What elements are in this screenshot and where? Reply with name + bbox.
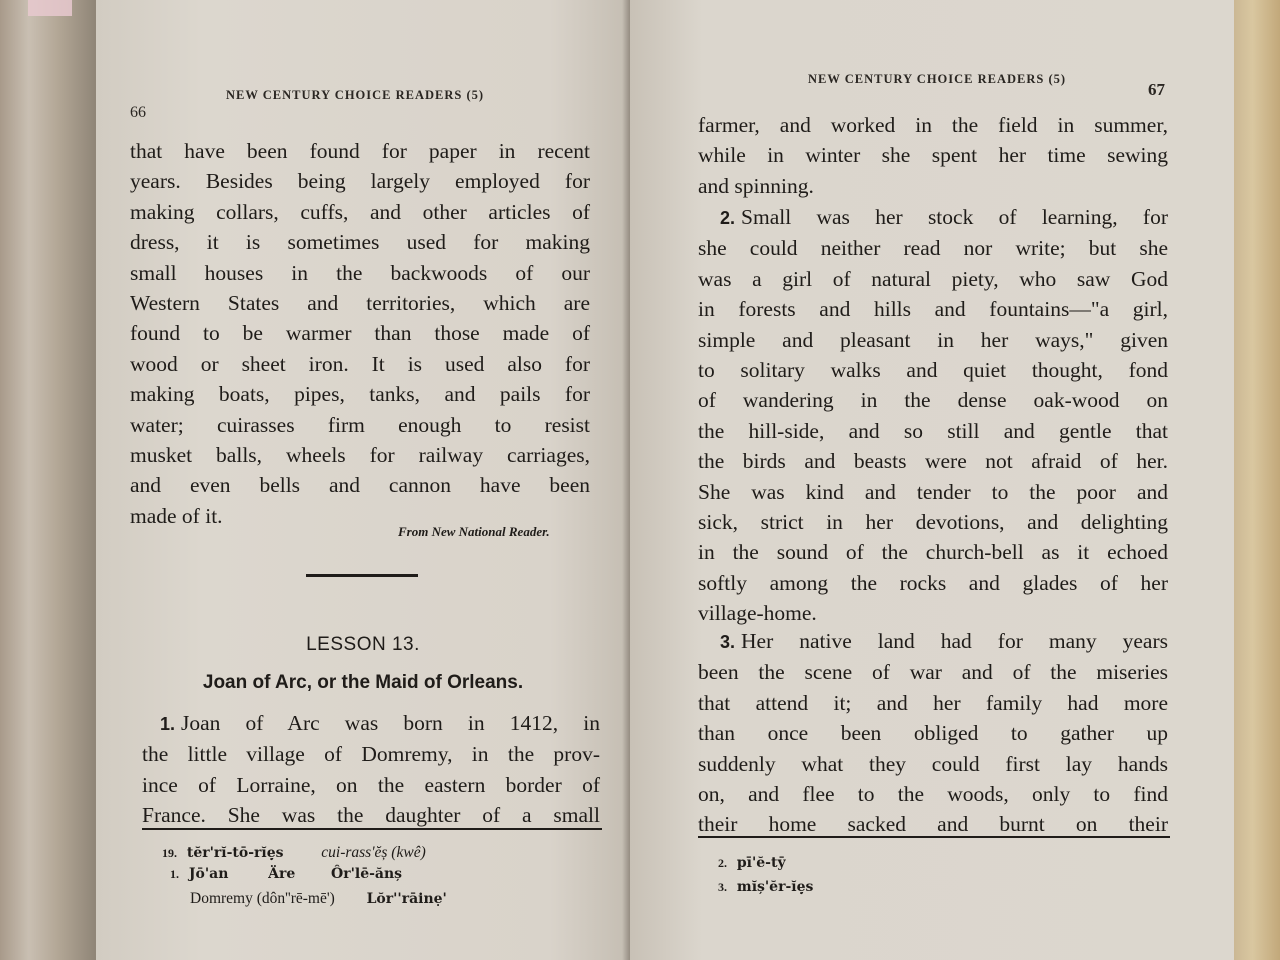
text-line: been the scene of war and of the miseries bbox=[698, 660, 1168, 685]
text-line: sick, strict in her devotions, and delighting bbox=[698, 510, 1168, 535]
section-divider bbox=[306, 574, 418, 577]
footnote-line-1: 19. tĕr'rĭ-tō-rĭẹ̦s cui-rass'ĕș (kwê) bbox=[162, 844, 426, 861]
tape-strip bbox=[28, 0, 72, 16]
left-page bbox=[96, 0, 630, 960]
text-line: farmer, and worked in the field in summer, bbox=[698, 113, 1168, 137]
source-attribution: From New National Reader. bbox=[398, 524, 550, 539]
text-line: the hill-side, and so still and gentle that bbox=[698, 418, 1168, 443]
left-running-head: NEW CENTURY CHOICE READERS (5) bbox=[226, 88, 485, 102]
text-line: ince of Lorraine, on the eastern border of bbox=[142, 772, 600, 797]
text-line: making collars, cuffs, and other articles of bbox=[130, 199, 590, 224]
book-edge-left bbox=[0, 0, 96, 960]
paragraph-number: 3. bbox=[720, 632, 736, 652]
text-line: softly among the rocks and glades of her bbox=[698, 570, 1168, 595]
right-continuation-text bbox=[698, 110, 1168, 201]
left-continuation-text bbox=[130, 136, 590, 531]
footnote-line-2: 3. mĭș'ĕr-ĭẹ̦s bbox=[718, 879, 814, 895]
text-line: that attend it; and her family had more bbox=[698, 690, 1168, 715]
text-line: while in winter she spent her time sewing bbox=[698, 143, 1168, 168]
text-line: in the sound of the church-bell as it echoed bbox=[698, 540, 1168, 565]
right-page-number: 67 bbox=[1148, 80, 1165, 99]
text-line: wood or sheet iron. It is used also for bbox=[130, 351, 590, 376]
text-line: that have been found for paper in recent bbox=[130, 139, 590, 163]
text-line: simple and pleasant in her ways," given bbox=[698, 327, 1168, 352]
text-line: and even bells and cannon have been bbox=[130, 473, 590, 498]
footnote-line-2: 1. Jō'an Äre Ôr'lē-ănș bbox=[170, 866, 403, 882]
right-page bbox=[630, 0, 1234, 960]
text-line: She was kind and tender to the poor and bbox=[698, 479, 1168, 504]
right-running-head: NEW CENTURY CHOICE READERS (5) bbox=[808, 72, 1067, 86]
text-line: the little village of Domremy, in the prov- bbox=[142, 742, 600, 767]
text-line: of wandering in the dense oak-wood on bbox=[698, 388, 1168, 413]
text-line: to solitary walks and quiet thought, fond bbox=[698, 358, 1168, 383]
text-line: musket balls, wheels for railway carriages, bbox=[130, 443, 590, 468]
text-line: water; cuirasses firm enough to resist bbox=[130, 412, 590, 437]
text-line: years. Besides being largely employed for bbox=[130, 169, 590, 194]
text-line: she could neither read nor write; but she bbox=[698, 236, 1168, 261]
text-line: made of it. bbox=[130, 503, 223, 528]
footnote-rule bbox=[142, 828, 602, 830]
text-line: 2. Small was her stock of learning, for bbox=[720, 205, 1168, 229]
footnote-rule bbox=[698, 836, 1170, 838]
left-page-number: 66 bbox=[130, 104, 146, 121]
text-line: and spinning. bbox=[698, 173, 814, 198]
text-line: 3. Her native land had for many years bbox=[720, 629, 1168, 653]
text-line: small houses in the backwoods of our bbox=[130, 260, 590, 285]
text-line: suddenly what they could first lay hands bbox=[698, 751, 1168, 776]
text-line: found to be warmer than those made of bbox=[130, 321, 590, 346]
text-line: was a girl of natural piety, who saw God bbox=[698, 266, 1168, 291]
paragraph-number: 2. bbox=[720, 208, 736, 228]
text-line: than once been obliged to gather up bbox=[698, 721, 1168, 746]
text-line: in forests and hills and fountains—"a girl, bbox=[698, 297, 1168, 322]
paragraph-number: 1. bbox=[160, 714, 176, 734]
text-line: 1. Joan of Arc was born in 1412, in bbox=[160, 711, 600, 735]
text-line: their home sacked and burnt on their bbox=[698, 812, 1168, 837]
lesson-subtitle: Joan of Arc, or the Maid of Orleans. bbox=[202, 672, 524, 693]
text-line: France. She was the daughter of a small bbox=[142, 803, 600, 828]
footnote-line-1: 2. pī'ĕ-tȳ bbox=[718, 855, 786, 871]
text-line: dress, it is sometimes used for making bbox=[130, 230, 590, 255]
lesson-paragraph-3 bbox=[698, 626, 1168, 840]
text-line: making boats, pipes, tanks, and pails for bbox=[130, 382, 590, 407]
lesson-title: LESSON 13. bbox=[306, 634, 420, 655]
book-edge-right bbox=[1234, 0, 1280, 960]
lesson-paragraph-2 bbox=[698, 202, 1168, 629]
lesson-paragraph-1 bbox=[142, 708, 600, 831]
footnote-line-3: Domremy (dôn''rē-mē') Lŏr''rāinẹ' bbox=[190, 890, 447, 907]
text-line: the birds and beasts were not afraid of her. bbox=[698, 449, 1168, 474]
text-line: village-home. bbox=[698, 601, 817, 626]
text-line: on, and flee to the woods, only to find bbox=[698, 782, 1168, 807]
text-line: Western States and territories, which are bbox=[130, 291, 590, 316]
